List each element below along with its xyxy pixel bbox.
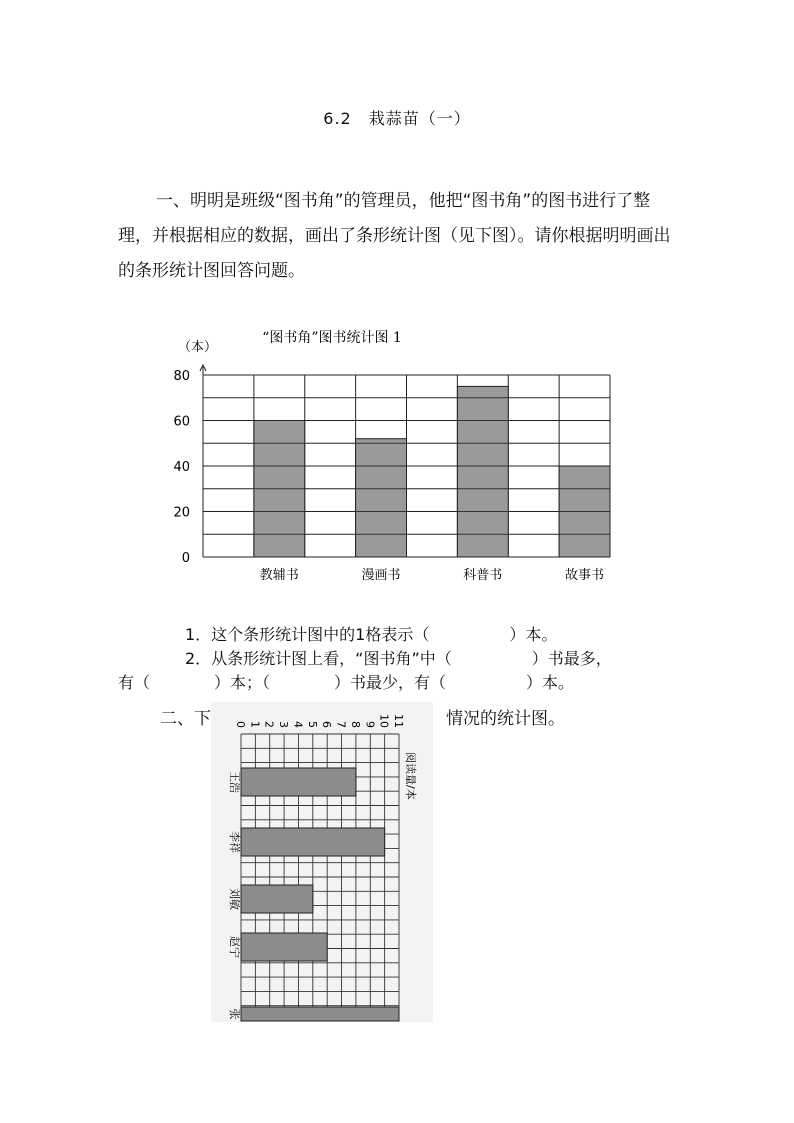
chart-title: “图书角”图书统计图 1 — [262, 330, 402, 346]
x-tick-label: 5 — [305, 721, 319, 728]
reading-bar-2 — [241, 828, 385, 856]
x-tick-label: 10 — [377, 714, 391, 728]
reading-bar-4 — [241, 933, 327, 961]
x-tick-label: 7 — [334, 721, 348, 728]
section1-text: 一、明明是班级“图书角”的管理员，他把“图书角”的图书进行了整理，并根据相应的数据，画出了条形统计图（见下图）。请你根据明明画出的条形统计图回答问题。 — [118, 191, 671, 281]
question-2-line2: 有（ ）本；（ ）书最少，有（ ）本。 — [118, 673, 575, 692]
bar-3 — [457, 386, 508, 557]
reading-chart-photo — [211, 702, 433, 1022]
x-tick-label: 2 — [262, 721, 276, 728]
x-tick-label: 8 — [348, 721, 362, 728]
student-name-label: 李祥 — [228, 831, 241, 853]
horizontal-bar-chart-reading — [211, 702, 433, 1022]
x-tick-label: 教辅书 — [259, 568, 299, 583]
x-tick-label: 11 — [392, 714, 405, 728]
x-tick-label: 6 — [320, 721, 334, 728]
y-tick-label: 20 — [173, 505, 190, 521]
page-title: 6.2 栽蒜苗（一） — [323, 109, 471, 128]
section2-prefix: 二、下 — [160, 709, 211, 729]
student-name-label: 王浩 — [228, 771, 241, 793]
bar-chart-book-corner — [150, 325, 640, 590]
y-tick-label: 60 — [173, 414, 190, 430]
bar-2 — [356, 439, 407, 557]
question-1: 1．这个条形统计图中的1格表示（ ）本。 — [185, 625, 558, 644]
y-tick-label: 40 — [173, 460, 190, 475]
student-name-label: 张 — [228, 1008, 241, 1020]
x-tick-label: 故事书 — [565, 568, 605, 583]
x-tick-label: 4 — [291, 721, 305, 728]
section2-suffix: 情况的统计图。 — [446, 709, 565, 729]
reading-bar-5 — [241, 1007, 399, 1021]
x-tick-label: 9 — [363, 721, 377, 728]
question-2-line1: 2．从条形统计图上看，“图书角”中（ ）书最多， — [185, 649, 612, 668]
y-tick-label: 80 — [173, 369, 190, 384]
reading-bar-3 — [241, 885, 313, 913]
x-tick-label: 0 — [234, 721, 247, 728]
axis-label-reading: 阅读量/本 — [404, 752, 417, 800]
student-name-label: 刘敏 — [228, 888, 241, 910]
x-tick-label: 漫画书 — [361, 568, 401, 583]
x-tick-label: 1 — [248, 721, 262, 728]
y-tick-label: 0 — [181, 551, 190, 566]
x-tick-label: 3 — [277, 721, 291, 728]
reading-bar-1 — [241, 768, 356, 796]
x-tick-label: 科普书 — [463, 568, 503, 583]
student-name-label: 赵宁 — [228, 936, 241, 958]
y-axis-label: （本） — [178, 340, 218, 355]
